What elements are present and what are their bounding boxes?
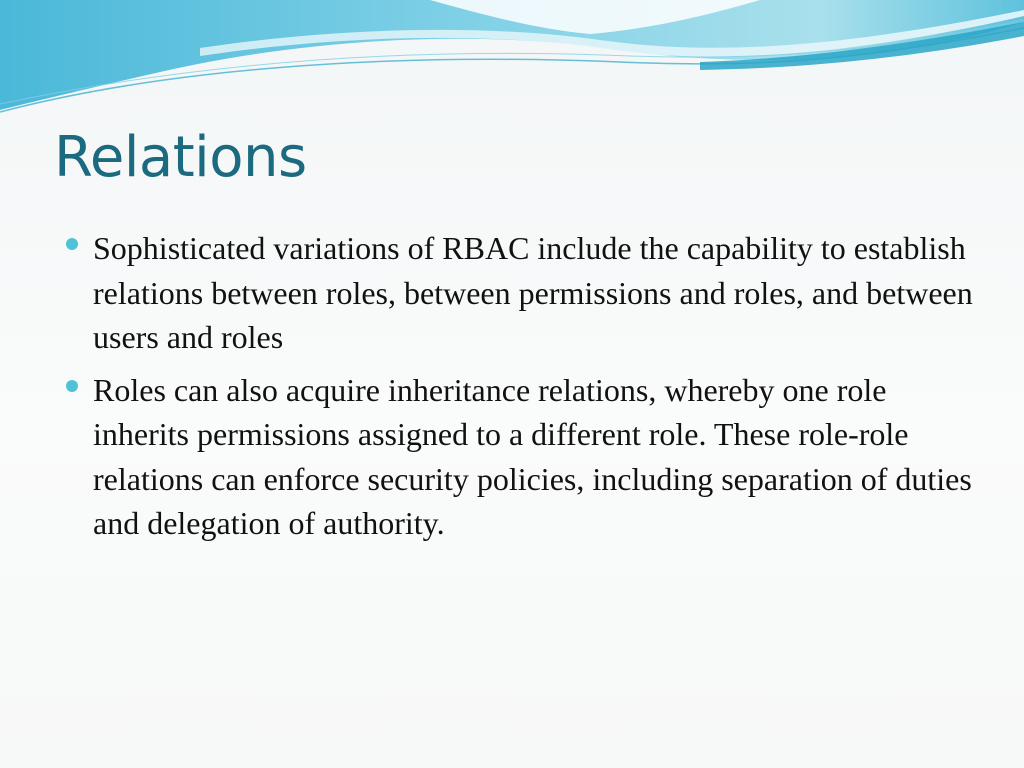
bullet-item — [62, 368, 974, 546]
bullet-list — [62, 226, 974, 554]
slide-title: Relations — [54, 125, 307, 190]
bullet-text: Roles can also acquire inheritance relations, whereby one role inherits permissions assigned to a different role. These role-role relations can enforce security policies, including separation of duties and delegation of authority. — [93, 371, 972, 541]
bullet-dot-icon — [66, 238, 78, 250]
bullet-dot-icon — [66, 380, 78, 392]
bullet-text: Sophisticated variations of RBAC include the capability to establish relations between roles, between permissions and roles, and between users and roles — [93, 230, 973, 355]
wave-banner-decoration — [0, 0, 1024, 120]
bullet-item — [62, 226, 974, 360]
